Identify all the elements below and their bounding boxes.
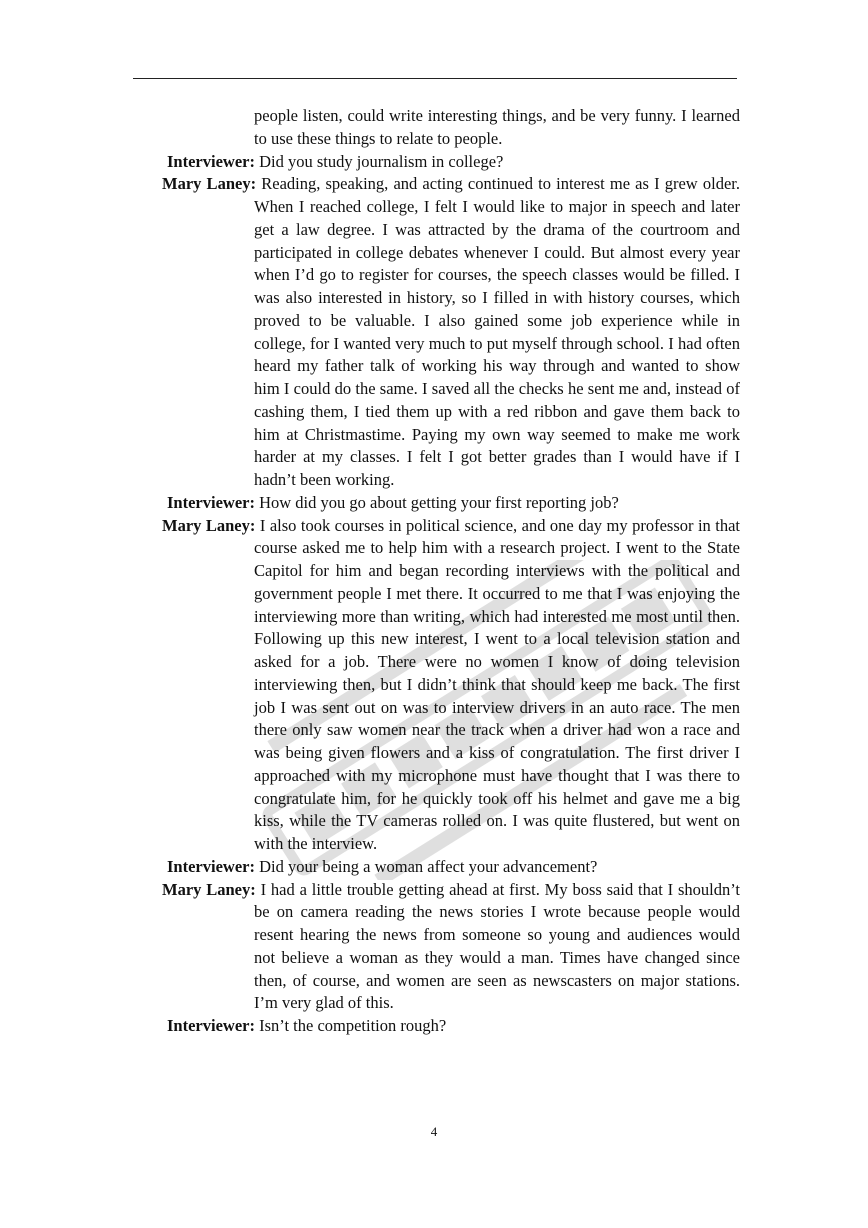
turn-text: Isn’t the competition rough? (259, 1016, 447, 1035)
transcript-turn (0, 856, 868, 879)
turn-text: Did your being a woman affect your advancement? (259, 856, 598, 876)
speaker-label: Interviewer: (167, 1016, 255, 1035)
transcript-turn (0, 173, 868, 492)
speaker-label: Mary Laney: (162, 515, 256, 535)
speaker-label: Mary Laney: (162, 879, 256, 899)
turn-text: How did you go about getting your first reporting job? (259, 492, 619, 512)
continuation-text: people listen, could write interesting things, and be very funny. I learned to use these things to relate to people. (254, 106, 740, 148)
speaker-label: Mary Laney: (162, 174, 257, 194)
turn-text: I also took courses in political science, and one day my professor in that course asked me to help him with a research project. I went to the State Capitol for him and began recording interviews with the political and government people I met there. It occurred to me that I was enjoying the interviewing more than writing, which had interested me most until then. Following up this new interest, I went to a local television station and asked for a job. There were no women I know of doing television interviewing then, but I didn’t think that should keep me back. The first job I was sent out on was to interview drivers in an auto race. The men there only saw women near the track when a driver had won a race and was being given flowers and a kiss of congratulation. The first driver I approached with my microphone must have thought that I was there to congratulate him, for he quickly took off his helmet and gave me a big kiss, while the TV cameras rolled on. I was quite flustered, but went on with the interview. (254, 515, 741, 853)
transcript-turn (0, 151, 868, 174)
transcript-turn (0, 515, 868, 856)
speaker-label: Interviewer: (167, 151, 255, 171)
transcript-turn (0, 1015, 868, 1038)
page-number: 4 (430, 1124, 438, 1139)
turn-text: I had a little trouble getting ahead at first. My boss said that I shouldn’t be on camera reading the news stories I wrote because people would resent hearing the news from someone so young and audiences would not believe a woman as they would a man. Times have changed since then, of course, and women are seen as newscasters on major stations. I’m very glad of this. (254, 879, 740, 1013)
transcript-turn (0, 492, 868, 515)
speaker-label: Interviewer: (167, 856, 255, 876)
interview-transcript (0, 105, 868, 1038)
transcript-turn (0, 879, 868, 1016)
turn-text: Did you study journalism in college? (259, 151, 504, 171)
turn-text: Reading, speaking, and acting continued to interest me as I grew older. When I reached college, I felt I would like to major in speech and later get a law degree. I was attracted by the drama of the courtroom and participated in college debates whenever I could. But almost every year when I’d go to register for courses, the speech classes would be filled. I was also interested in history, so I filled in with history courses, which proved to be valuable. I also gained some job experience while in college, for I wanted very much to put myself through school. I had often heard my father talk of working his way through and wanted to show him I could do the same. I saved all the checks he sent me and, instead of cashing them, I tied them up with a red ribbon and gave them back to him at Christmastime. Paying my own way seemed to make me work harder at my classes. I felt I got better grades than I would have if I hadn’t been working. (254, 174, 740, 489)
speaker-label: Interviewer: (167, 492, 255, 512)
transcript-continuation (0, 105, 868, 151)
header-rule (133, 78, 737, 79)
